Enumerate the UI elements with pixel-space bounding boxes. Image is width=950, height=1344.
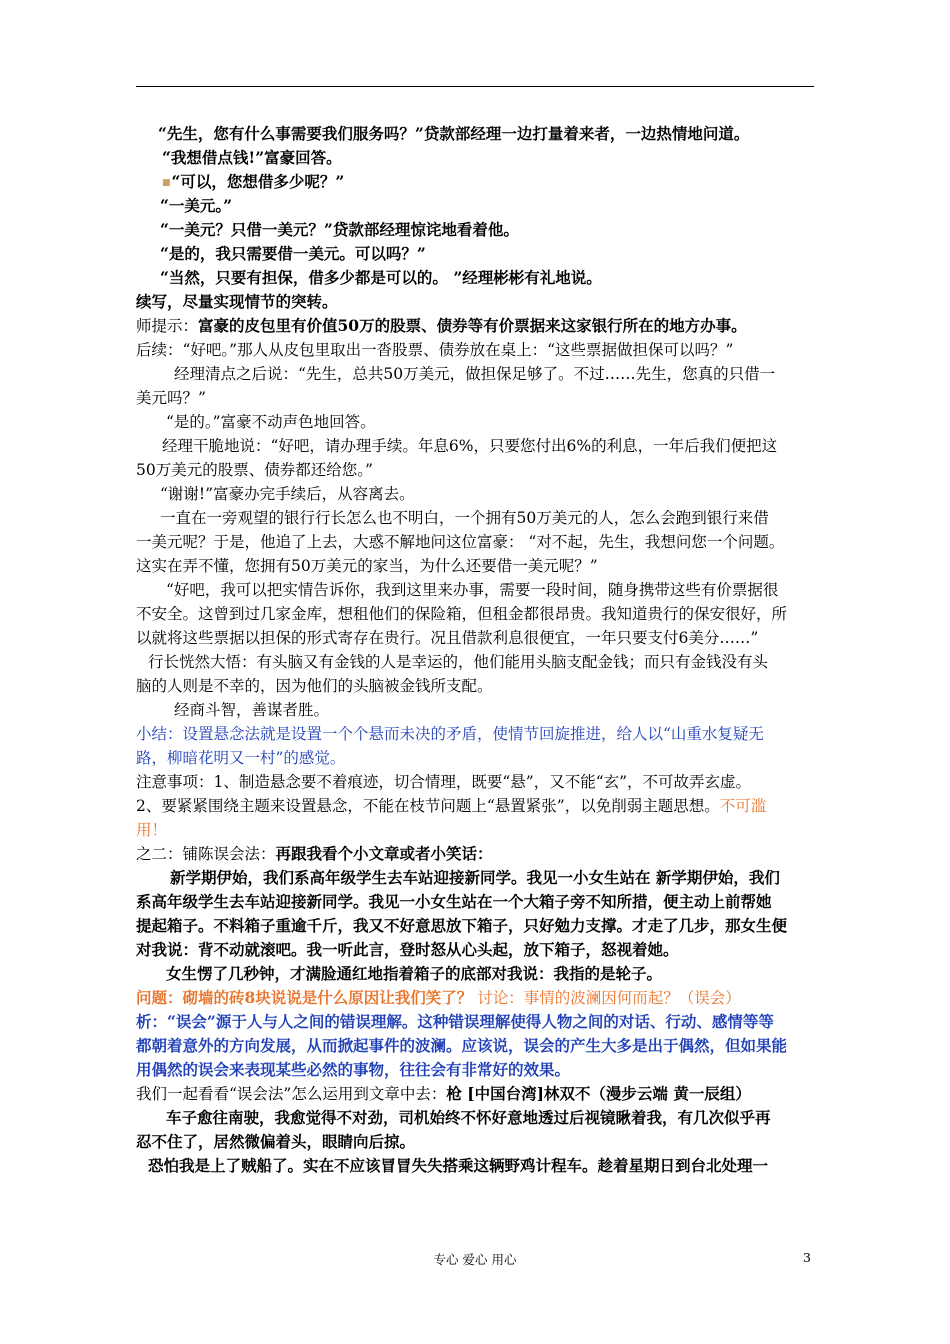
text-line: [136, 410, 814, 434]
header-rule: [136, 86, 814, 87]
text-segment: 小结：设置悬念法就是设置一个个悬而未决的矛盾，使情节回旋推进，给人以“山重水复疑无: [136, 725, 764, 743]
text-segment: 这实在弄不懂，您拥有50万美元的家当，为什么还要借一美元呢？”: [136, 557, 598, 575]
text-line: [136, 290, 814, 314]
text-segment: 不安全。这曾到过几家金库，想租他们的保险箱，但租金都很昂贵。我知道贵行的保安很好，所: [136, 605, 788, 623]
text-line: [136, 818, 814, 842]
text-line: [136, 698, 814, 722]
text-segment: “可以，您想借多少呢？”: [171, 172, 345, 191]
text-line: [136, 890, 814, 914]
text-line: [136, 1010, 814, 1034]
text-segment: 系高年级学生去车站迎接新同学。我见一小女生站在一个大箱子旁不知所措，便主动上前帮她: [136, 892, 772, 911]
marker-dot: ■: [162, 178, 171, 188]
text-segment: 用偶然的误会来表现某些必然的事物，往往会有非常好的效果。: [136, 1060, 571, 1079]
text-segment: “当然，只要有担保，借多少都是可以的。 ”经理彬彬有礼地说。: [160, 268, 602, 287]
text-segment: 后续：“好吧。”那人从皮包里取出一沓股票、债券放在桌上：“这些票据做担保可以吗？”: [136, 341, 734, 359]
text-segment: “谢谢!”富豪办完手续后，从容离去。: [160, 485, 415, 503]
text-line: [136, 506, 814, 530]
text-line: [136, 1034, 814, 1058]
text-segment: 忍不住了，居然微偏着头，眼睛向后掠。: [136, 1132, 416, 1151]
text-segment: 新学期伊始，我们系高年级学生去车站迎接新同学。我见一小女生站在 新学期伊始，我们: [170, 868, 780, 887]
text-segment: 一直在一旁观望的银行行长怎么也不明白，一个拥有50万美元的人，怎么会跑到银行来借: [160, 509, 769, 527]
page-footer: [0, 1250, 950, 1268]
text-segment: 提起箱子。不料箱子重逾千斤，我又不好意思放下箱子，只好勉力支撑。才走了几步，那女生便: [136, 916, 788, 935]
text-line: [136, 1154, 814, 1178]
text-line: [136, 458, 814, 482]
text-segment: “一美元？只借一美元？”贷款部经理惊诧地看着他。: [160, 220, 519, 239]
text-line: [136, 482, 814, 506]
text-line: [136, 722, 814, 746]
text-line: [136, 1130, 814, 1154]
text-segment: 脑的人则是不幸的，因为他们的头脑被金钱所支配。: [136, 677, 493, 695]
text-segment: 对我说：背不动就滚吧。我一听此言，登时怒从心头起，放下箱子，怒视着她。: [136, 940, 679, 959]
text-line: [136, 938, 814, 962]
text-segment: 经商斗智，善谋者胜。: [174, 701, 330, 719]
text-line: [136, 194, 814, 218]
page-number: 3: [803, 1250, 811, 1265]
text-line: [136, 770, 814, 794]
text-segment: “一美元。”: [160, 196, 233, 215]
text-segment: 用！: [136, 821, 168, 839]
text-segment: 之二：铺陈误会法：: [136, 845, 276, 863]
text-line: [136, 674, 814, 698]
text-line: [136, 650, 814, 674]
text-segment: 2、要紧紧围绕主题来设置悬念，不能在枝节问题上“悬置紧张”，以免削弱主题思想。: [136, 797, 720, 815]
text-line: [136, 1058, 814, 1082]
text-segment: “我想借点钱!”富豪回答。: [162, 148, 342, 167]
text-segment: 恐怕我是上了贼船了。实在不应该冒冒失失搭乘这辆野鸡计程车。趁着星期日到台北处理一: [148, 1156, 769, 1175]
text-line: [136, 122, 814, 146]
text-line: [136, 794, 814, 818]
text-line: [136, 554, 814, 578]
text-segment: “先生，您有什么事需要我们服务吗？”贷款部经理一边打量着来者，一边热情地问道。: [158, 124, 750, 143]
document-body: [136, 122, 814, 1178]
text-segment: 问题：砌墙的砖8块说说是什么原因让我们笑了？: [136, 988, 473, 1007]
text-line: [136, 338, 814, 362]
text-line: [136, 866, 814, 890]
text-line: [136, 434, 814, 458]
text-segment: 车子愈往南驶，我愈觉得不对劲，司机始终不怀好意地透过后视镜瞅着我，有几次似乎再: [166, 1108, 771, 1127]
text-line: [136, 986, 814, 1010]
text-segment: 师提示：: [136, 317, 199, 335]
text-line: [136, 962, 814, 986]
text-segment: 我们一起看看“误会法”怎么运用到文章中去：: [136, 1085, 447, 1103]
footer-motto: 专心 爱心 用心: [433, 1252, 517, 1267]
text-line: [136, 746, 814, 770]
text-segment: 析：“误会”源于人与人之间的错误理解。这种错误理解使得人物之间的对话、行动、感情等等: [136, 1012, 774, 1031]
text-line: [136, 146, 814, 170]
text-line: [136, 626, 814, 650]
text-segment: 经理干脆地说：“好吧，请办理手续。年息6%，只要您付出6%的利息，一年后我们便把这: [162, 437, 778, 455]
text-segment: 讨论：事情的波澜因何而起？（误会）: [472, 989, 741, 1007]
text-segment: 以就将这些票据以担保的形式寄存在贵行。况且借款利息很便宜，一年只要支付6美分……”: [136, 629, 759, 647]
text-line: [136, 314, 814, 338]
text-segment: “是的。”富豪不动声色地回答。: [166, 413, 376, 431]
text-segment: “是的，我只需要借一美元。可以吗？”: [160, 244, 426, 263]
text-line: [136, 914, 814, 938]
text-segment: 都朝着意外的方向发展，从而掀起事件的波澜。应该说，误会的产生大多是出于偶然，但如果能: [136, 1036, 788, 1055]
text-segment: “好吧，我可以把实情告诉你，我到这里来办事，需要一段时间，随身携带这些有价票据很: [166, 581, 779, 599]
text-line: [136, 362, 814, 386]
text-segment: 一美元呢？于是，他追了上去，大惑不解地问这位富豪： “对不起，先生，我想问您一个问题。: [136, 533, 785, 551]
text-segment: 富豪的皮包里有价值50万的股票、债券等有价票据来这家银行所在的地方办事。: [198, 316, 747, 335]
text-line: [136, 266, 814, 290]
text-line: [136, 170, 814, 194]
text-segment: 路，柳暗花明又一村”的感觉。: [136, 749, 346, 767]
text-segment: 行长恍然大悟：有头脑又有金钱的人是幸运的，他们能用头脑支配金钱；而只有金钱没有头: [148, 653, 769, 671]
text-segment: 枪 [中国台湾]林双不（漫步云端 黄一辰组）: [446, 1084, 751, 1103]
text-segment: 女生愣了几秒钟，才满脸通红地指着箱子的底部对我说：我指的是轮子。: [166, 964, 663, 983]
text-segment: 50万美元的股票、债券都还给您。”: [136, 461, 373, 479]
text-line: [136, 242, 814, 266]
text-segment: 不可滥: [719, 797, 767, 815]
text-line: [136, 218, 814, 242]
text-segment: 续写，尽量实现情节的突转。: [136, 292, 338, 311]
text-line: [136, 602, 814, 626]
text-segment: 再跟我看个小文章或者小笑话：: [275, 844, 493, 863]
text-segment: 美元吗？”: [136, 389, 206, 407]
text-line: [136, 1082, 814, 1106]
text-segment: 注意事项：1、制造悬念要不着痕迹，切合情理，既要“悬”，又不能“玄”，不可故弄玄虚。: [136, 773, 752, 791]
text-segment: 经理清点之后说：“先生，总共50万美元，做担保足够了。不过……先生，您真的只借一: [174, 365, 776, 383]
text-line: [136, 530, 814, 554]
text-line: [136, 1106, 814, 1130]
text-line: [136, 386, 814, 410]
text-line: [136, 578, 814, 602]
text-line: [136, 842, 814, 866]
